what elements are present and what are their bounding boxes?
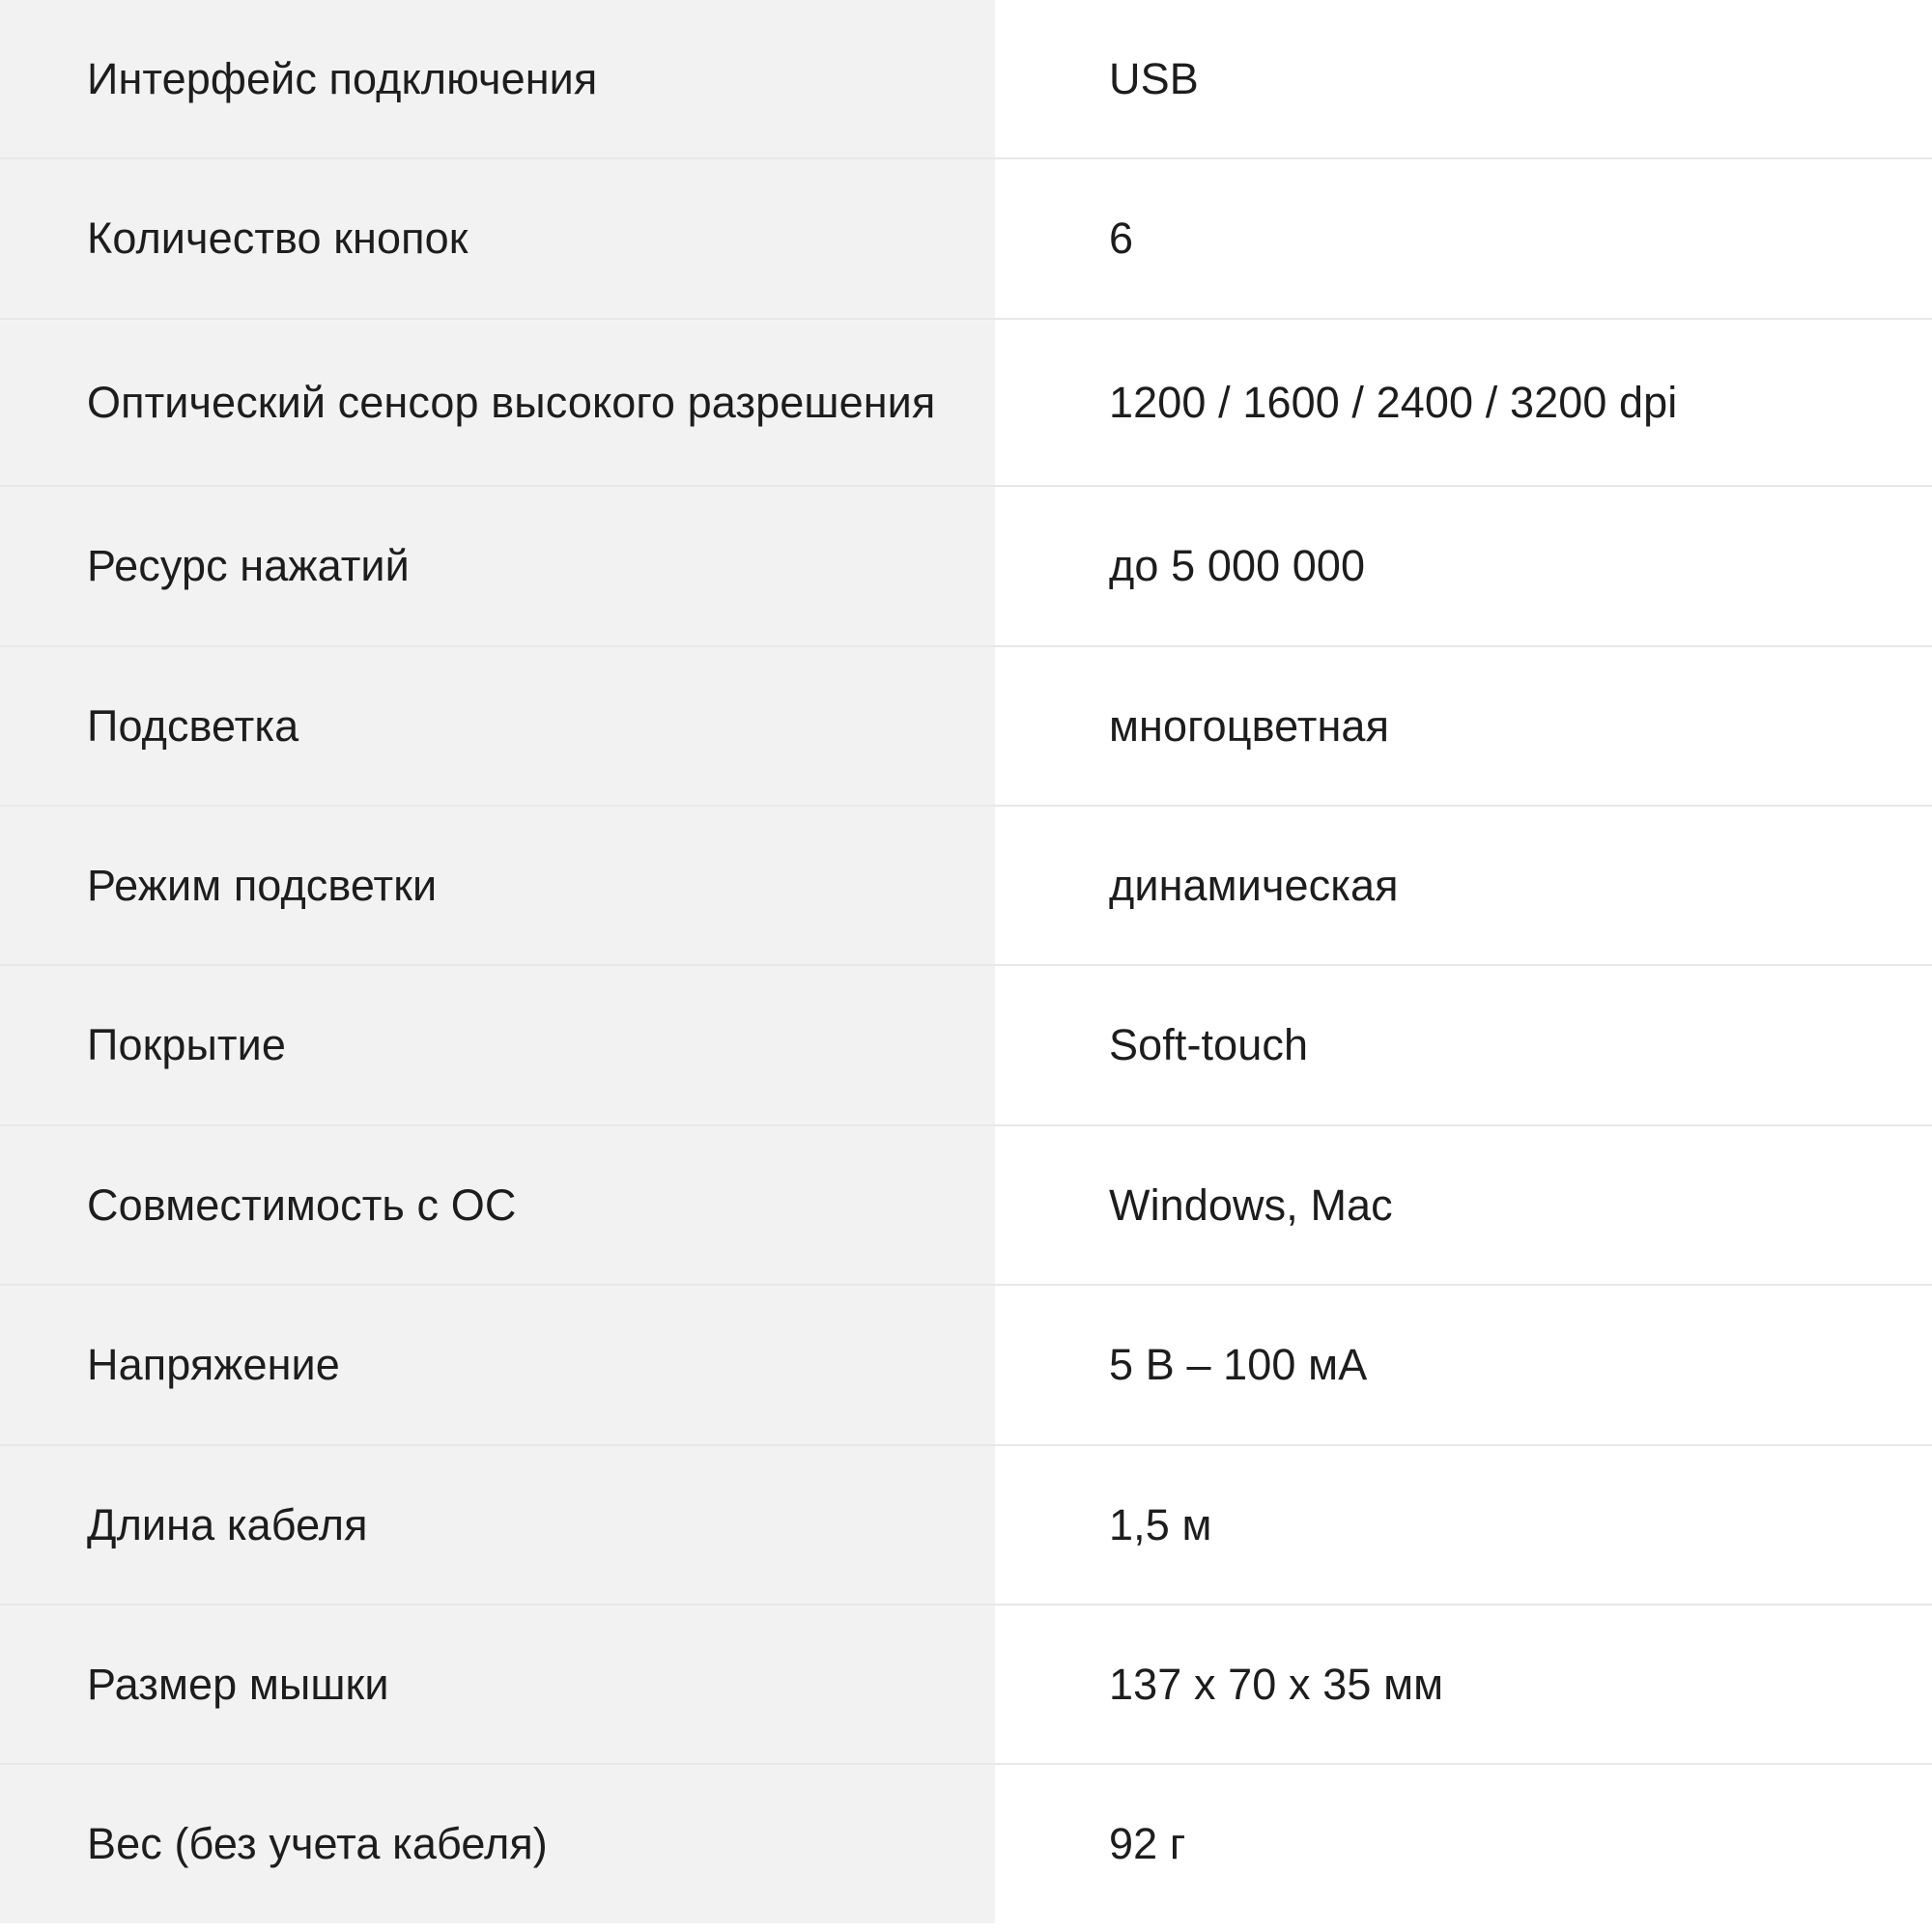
- spec-value: 1200 / 1600 / 2400 / 3200 dpi: [995, 319, 1932, 486]
- spec-label: Ресурс нажатий: [0, 486, 995, 645]
- table-row: [0, 1605, 1932, 1764]
- spec-value: многоцветная: [995, 646, 1932, 806]
- spec-value: 137 x 70 x 35 мм: [995, 1605, 1932, 1764]
- table-row: [0, 806, 1932, 965]
- table-row: [0, 1125, 1932, 1285]
- table-row: [0, 1445, 1932, 1605]
- spec-label: Режим подсветки: [0, 806, 995, 965]
- spec-label: Количество кнопок: [0, 158, 995, 318]
- spec-label: Длина кабеля: [0, 1445, 995, 1605]
- table-row: [0, 319, 1932, 486]
- spec-label: Напряжение: [0, 1285, 995, 1444]
- spec-label: Размер мышки: [0, 1605, 995, 1764]
- table-row: [0, 1764, 1932, 1922]
- spec-label: Вес (без учета кабеля): [0, 1764, 995, 1922]
- spec-label: Подсветка: [0, 646, 995, 806]
- spec-value: USB: [995, 0, 1932, 158]
- table-row: [0, 965, 1932, 1124]
- spec-label: Покрытие: [0, 965, 995, 1124]
- table-row: [0, 486, 1932, 645]
- spec-value: до 5 000 000: [995, 486, 1932, 645]
- spec-value: динамическая: [995, 806, 1932, 965]
- spec-value: 92 г: [995, 1764, 1932, 1922]
- spec-value: Soft-touch: [995, 965, 1932, 1124]
- table-row: [0, 0, 1932, 158]
- spec-value: 5 В – 100 мА: [995, 1285, 1932, 1444]
- spec-value: Windows, Mac: [995, 1125, 1932, 1285]
- table-row: [0, 1285, 1932, 1444]
- spec-value: 1,5 м: [995, 1445, 1932, 1605]
- spec-label: Интерфейс подключения: [0, 0, 995, 158]
- table-row: [0, 158, 1932, 318]
- spec-label: Оптический сенсор высокого разрешения: [0, 319, 995, 486]
- spec-label: Совместимость с ОС: [0, 1125, 995, 1285]
- table-row: [0, 646, 1932, 806]
- spec-value: 6: [995, 158, 1932, 318]
